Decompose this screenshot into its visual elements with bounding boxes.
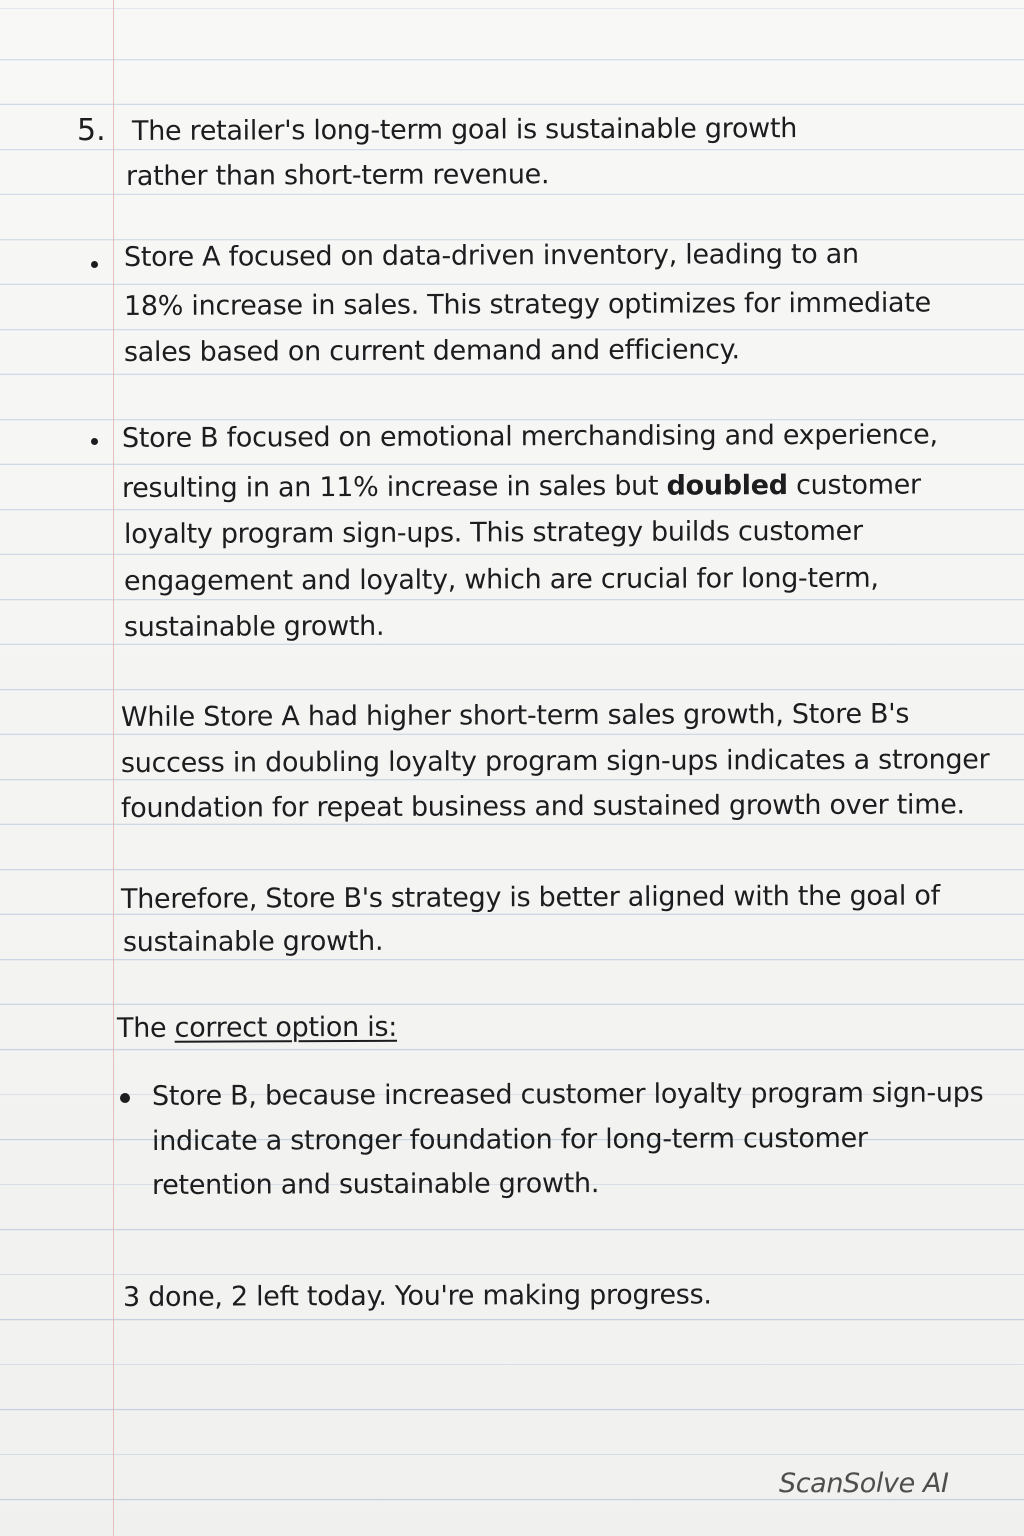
answer-line-1: Store B, because increased customer loyalty program sign-ups [151,1077,984,1112]
answer-heading-underlined: correct option is: [174,1011,398,1044]
answer-line-3: retention and sustainable growth. [151,1168,600,1201]
progress-message: 3 done, 2 left today. You're making progress. [122,1279,712,1313]
question-line-1: The retailer's long-term goal is sustainable growth [131,113,798,147]
store-b-line-2 [121,469,921,504]
store-b-bullet [91,438,98,445]
answer-heading [116,1011,398,1044]
store-b-line-5: sustainable growth. [123,610,385,643]
comparison-line-2: success in doubling loyalty program sign-ups indicates a stronger [120,744,990,779]
store-b-line-3: loyalty program sign-ups. This strategy builds customer [123,515,863,550]
store-b-line-4: engagement and loyalty, which are crucial for long-term, [123,562,879,597]
question-number: 5. [77,113,106,148]
answer-heading-start: The [116,1012,167,1044]
conclusion-line-1: Therefore, Store B's strategy is better aligned with the goal of [120,880,940,915]
store-b-line-1: Store B focused on emotional merchandising and experience, [121,419,938,454]
comparison-line-3: foundation for repeat business and sustained growth over time. [120,789,965,824]
store-b-line-2-end: customer [796,469,921,502]
question-line-2: rather than short-term revenue. [125,159,550,192]
answer-bullet [120,1093,130,1103]
scansolve-watermark: ScanSolve AI [779,1468,949,1499]
store-a-line-1: Store A focused on data-driven inventory, leading to an [123,238,859,273]
answer-line-2: indicate a stronger foundation for long-term customer [151,1122,868,1157]
store-b-line-2-start: resulting in an 11% increase in sales but [121,470,659,504]
store-a-line-2: 18% increase in sales. This strategy optimizes for immediate [123,287,931,322]
store-b-emphasis-doubled: doubled [666,470,788,502]
store-a-bullet [91,261,98,268]
comparison-line-1: While Store A had higher short-term sales growth, Store B's [120,698,910,733]
store-a-line-3: sales based on current demand and efficiency. [123,334,740,368]
conclusion-line-2: sustainable growth. [122,925,384,958]
